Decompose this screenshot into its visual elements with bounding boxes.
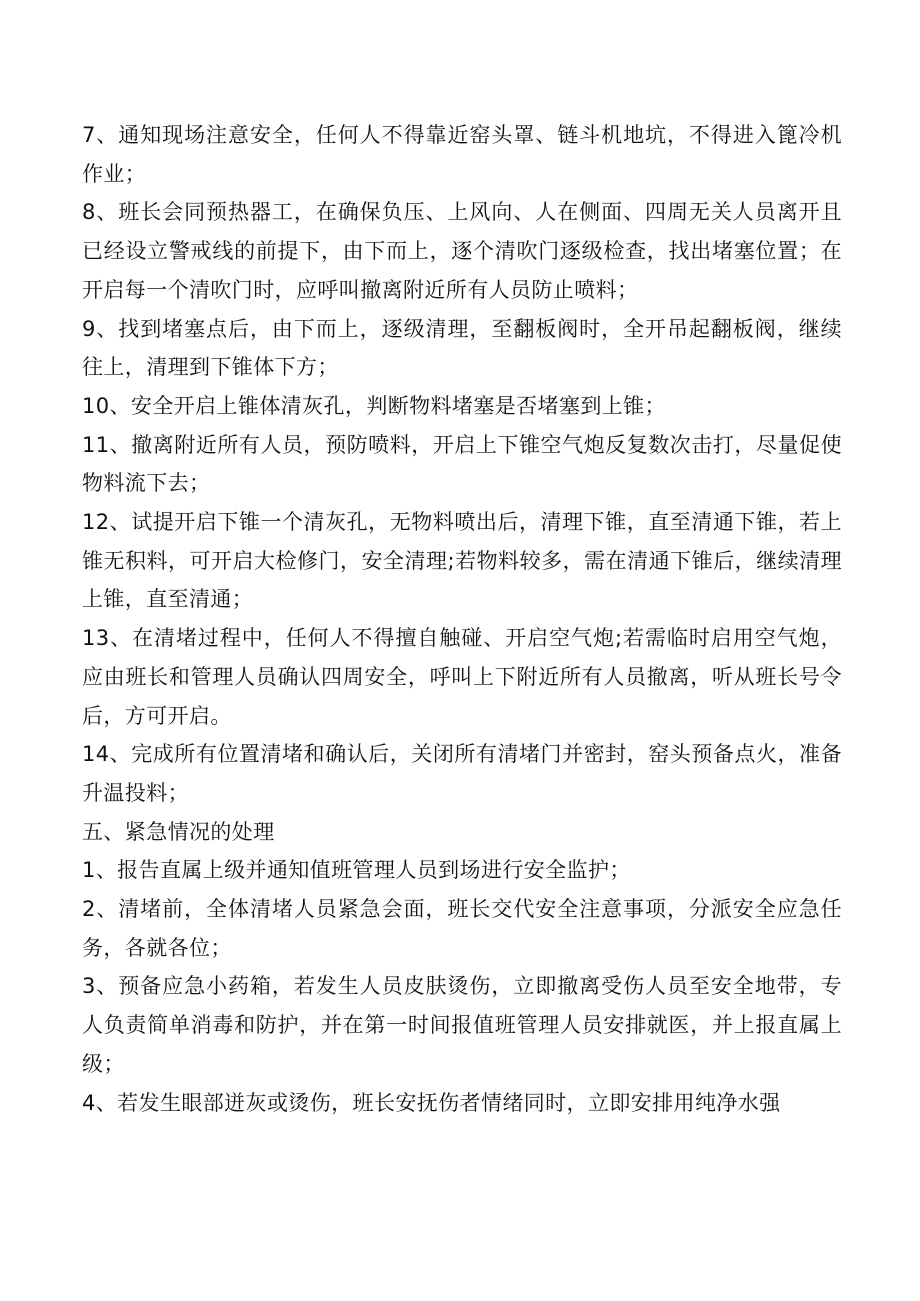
emergency-item-2: 2、清堵前，全体清堵人员紧急会面，班长交代安全注意事项，分派安全应急任务，各就各位；	[82, 897, 842, 960]
paragraph-item-13: 13、在清堵过程中，任何人不得擅自触碰、开启空气炮;若需临时启用空气炮，应由班长和管理人员确认四周安全，呼叫上下附近所有人员撤离，听从班长号令后，方可开启。	[82, 626, 842, 728]
emergency-item-4: 4、若发生眼部迸灰或烫伤，班长安抚伤者情绪同时，立即安排用纯净水强	[82, 1090, 781, 1115]
paragraph-item-14: 14、完成所有位置清堵和确认后，关闭所有清堵门并密封，窑头预备点火，准备升温投料；	[82, 742, 842, 805]
emergency-item-3: 3、预备应急小药箱，若发生人员皮肤烫伤，立即撤离受伤人员至安全地带，专人负责简单消毒和防护，并在第一时间报值班管理人员安排就医，并上报直属上级；	[82, 974, 842, 1076]
section-heading-emergency: 五、紧急情况的处理	[82, 819, 275, 844]
emergency-item-1: 1、报告直属上级并通知值班管理人员到场进行安全监护；	[82, 858, 631, 883]
paragraph-item-8: 8、班长会同预热器工，在确保负压、上风向、人在侧面、四周无关人员离开且已经设立警戒线的前提下，由下而上，逐个清吹门逐级检查，找出堵塞位置；在开启每一个清吹门时，应呼叫撤离附近所有人员防止喷料；	[82, 200, 842, 302]
paragraph-item-10: 10、安全开启上锥体清灰孔，判断物料堵塞是否堵塞到上锥；	[82, 393, 666, 418]
paragraph-item-9: 9、找到堵塞点后，由下而上，逐级清理，至翻板阀时，全开吊起翻板阀，继续往上，清理到下锥体下方；	[82, 316, 842, 380]
paragraph-item-12: 12、试提开启下锥一个清灰孔，无物料喷出后，清理下锥，直至清通下锥，若上锥无积料，可开启大检修门，安全清理;若物料较多，需在清通下锥后，继续清理上锥，直至清通；	[82, 510, 842, 612]
paragraph-item-11: 11、撤离附近所有人员，预防喷料，开启上下锥空气炮反复数次击打，尽量促使物料流下去；	[82, 432, 842, 496]
document-body	[82, 116, 842, 1122]
paragraph-item-7: 7、通知现场注意安全，任何人不得靠近窑头罩、链斗机地坑，不得进入篦冷机作业；	[82, 123, 842, 186]
